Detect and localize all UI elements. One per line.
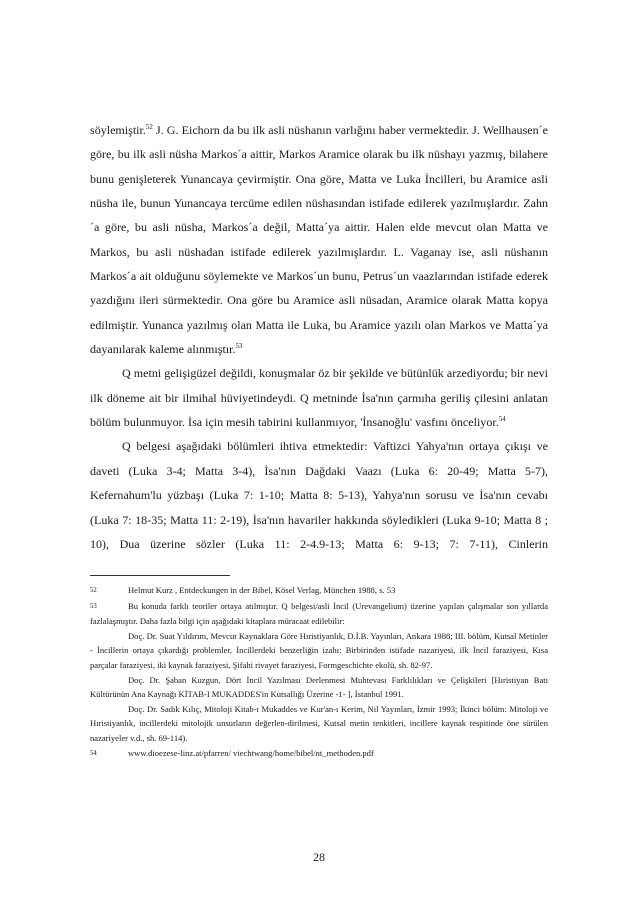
footnote-53 <box>90 599 548 629</box>
body-text <box>90 118 548 556</box>
paragraph-1-start: söylemiştir. <box>90 123 146 137</box>
footnote-number: 54 <box>90 749 97 757</box>
paragraph-1-text: J. G. Eichorn da bu ilk asli nüshanın varlığını haber vermektedir. J. Wellhausen´e göre, bu ilk asli nüsha Markos´a aittir, Markos Aramice olarak bu ilk nüshayı yazmış, bilahere bunu genişleterek Yunancaya çevirmiştir. Ona göre, Matta ve Luka İncilleri, bu Aramice asli nüsha ile, bunun Yunancaya tercüme edilen nüshasından istifade edilerek yazılmışlardır. Zahn´a göre, bu asli nüsha, Markos´a değil, Matta´ya aittir. Halen elde mevcut olan Matta ve Markos, bu asli nüshadan istifade edilerek yazılmışlardır. L. Vaganay ise, asli nüshanın Markos´a ait olduğunu söylemekte ve Markos´un bunu, Petrus´un vaazlarından istifade ederek yazdığını ileri sürmektedir. Ona göre bu Aramice asli nüsadan, Aramice olarak Matta kopya edilmiştir. Yunanca yazılmış olan Matta ile Luka, bu Aramice yazılı olan Markos ve Matta´ya dayanılarak kaleme alınmıştır. <box>90 123 548 357</box>
footnote-52 <box>90 583 548 599</box>
footnotes <box>90 583 548 761</box>
footnote-link[interactable]: www.dioezese-linz.at/pfarren/ viechtwang/home/bibel/nt_methoden.pdf <box>128 747 374 758</box>
footnote-ref-54[interactable]: 54 <box>498 415 506 424</box>
footnote-number: 52 <box>90 587 97 594</box>
footnote-separator <box>90 575 230 576</box>
paragraph-1 <box>90 118 548 361</box>
footnote-text: Bu konuda farklı teoriler ortaya atılmıştır. Q belgesi/asli İncil (Urevangelium) üzerine yapılan çalışmalar son yıllarda fazlalaşmıştır. Daha fazla bilgi için aşağıdaki kitaplara müracaat edilebilir: <box>90 600 548 627</box>
paragraph-3 <box>90 434 548 556</box>
footnote-text: Helmut Kurz , Entdeckungen in der Bibel, Kösel Verlag, München 1988, s. 53 <box>128 585 396 595</box>
footnote-number: 53 <box>90 602 97 610</box>
paragraph-2 <box>90 361 548 434</box>
footnote-text: Doç. Dr. Şaban Kuzgun, Dört İncil Yazılması Derlenmesi Muhtevası Farklılıkları ve Çelişkileri [Hıristiyan Batı Kültürünün Ana Kaynağı KİTAB-I MUKADDES'in Kutsallığı Üzerine -1- ], İstanbul 1991. <box>90 674 548 700</box>
footnote-54 <box>90 746 548 762</box>
footnote-text: Doç. Dr. Sadık Kılıç, Mitoloji Kitab-ı Mukaddes ve Kur'an-ı Kerim, Nil Yayınları, İzmir 1993; İkinci bölüm: Mitoloji ve Hıristiyanlık, incillerdeki mitolojik unsurların değerlen-dirilmesi, Kutsal metin tenkitleri, incillere kaynak tespitinde öne sürülen nazariyeler v.d., sh. 69-114). <box>90 703 548 743</box>
paragraph-3-text: Q belgesi aşağıdaki bölümleri ihtiva etmektedir: Vaftizci Yahya'nın ortaya çıkışı ve daveti (Luka 3-4; Matta 3-4), İsa'nın Dağdaki Vaazı (Luka 6: 20-49; Matta 5-7), Kefernahum'lu yüzbaşı (Luka 7: 1-10; Matta 8: 5-13), Yahya'nın sorusu ve İsa'nın cevabı (Luka 7: 18-35; Matta 11: 2-19), İsa'nın havariler hakkında söyledikleri (Luka 9-10; Matta 8 ; 10), Dua üzerine sözler (Luka 11: 2-4.9-13; Matta 6: 9-13; 7: 7-11), Cinlerin <box>90 439 548 551</box>
footnote-53-ref-kuzgun <box>90 673 548 702</box>
footnote-ref-52[interactable]: 52 <box>145 123 153 131</box>
footnote-ref-53[interactable]: 53 <box>235 342 243 351</box>
page-number: 28 <box>313 850 325 864</box>
footnote-53-ref-yildirim <box>90 629 548 673</box>
paragraph-2-text: Q metni gelişigüzel değildi, konuşmalar öz bir şekilde ve bütünlük arzediyordu; bir nevi ilk döneme ait bir ilmihal hüviyetindeydi. Q metninde İsa'nın çarmıha geriliş çilesini anlatan bölüm bulunmuyor. İsa için mesih tabirini kullanmıyor, 'İnsanoğlu' vasfını önceliyor. <box>90 366 548 430</box>
footnote-text: Doç. Dr. Suat Yıldırım, Mevcut Kaynaklara Göre Hıristiyanlık, D.İ.B. Yayınları, Ankara 1988; III. bölüm, Kutsal Metinler - İncillerin ortaya çıkardığı problemler, İncillerdeki benzerliğin izahı: Birbirinden istifade nazariyesi, ilk İncil faraziyesi, Kısa parçalar faraziyesi, iki kaynak faraziyesi, Şifahi rivayet faraziyesi, Formgeschichte ekolü, sh. 82-97. <box>90 630 548 670</box>
footnote-53-ref-kilic <box>90 702 548 746</box>
